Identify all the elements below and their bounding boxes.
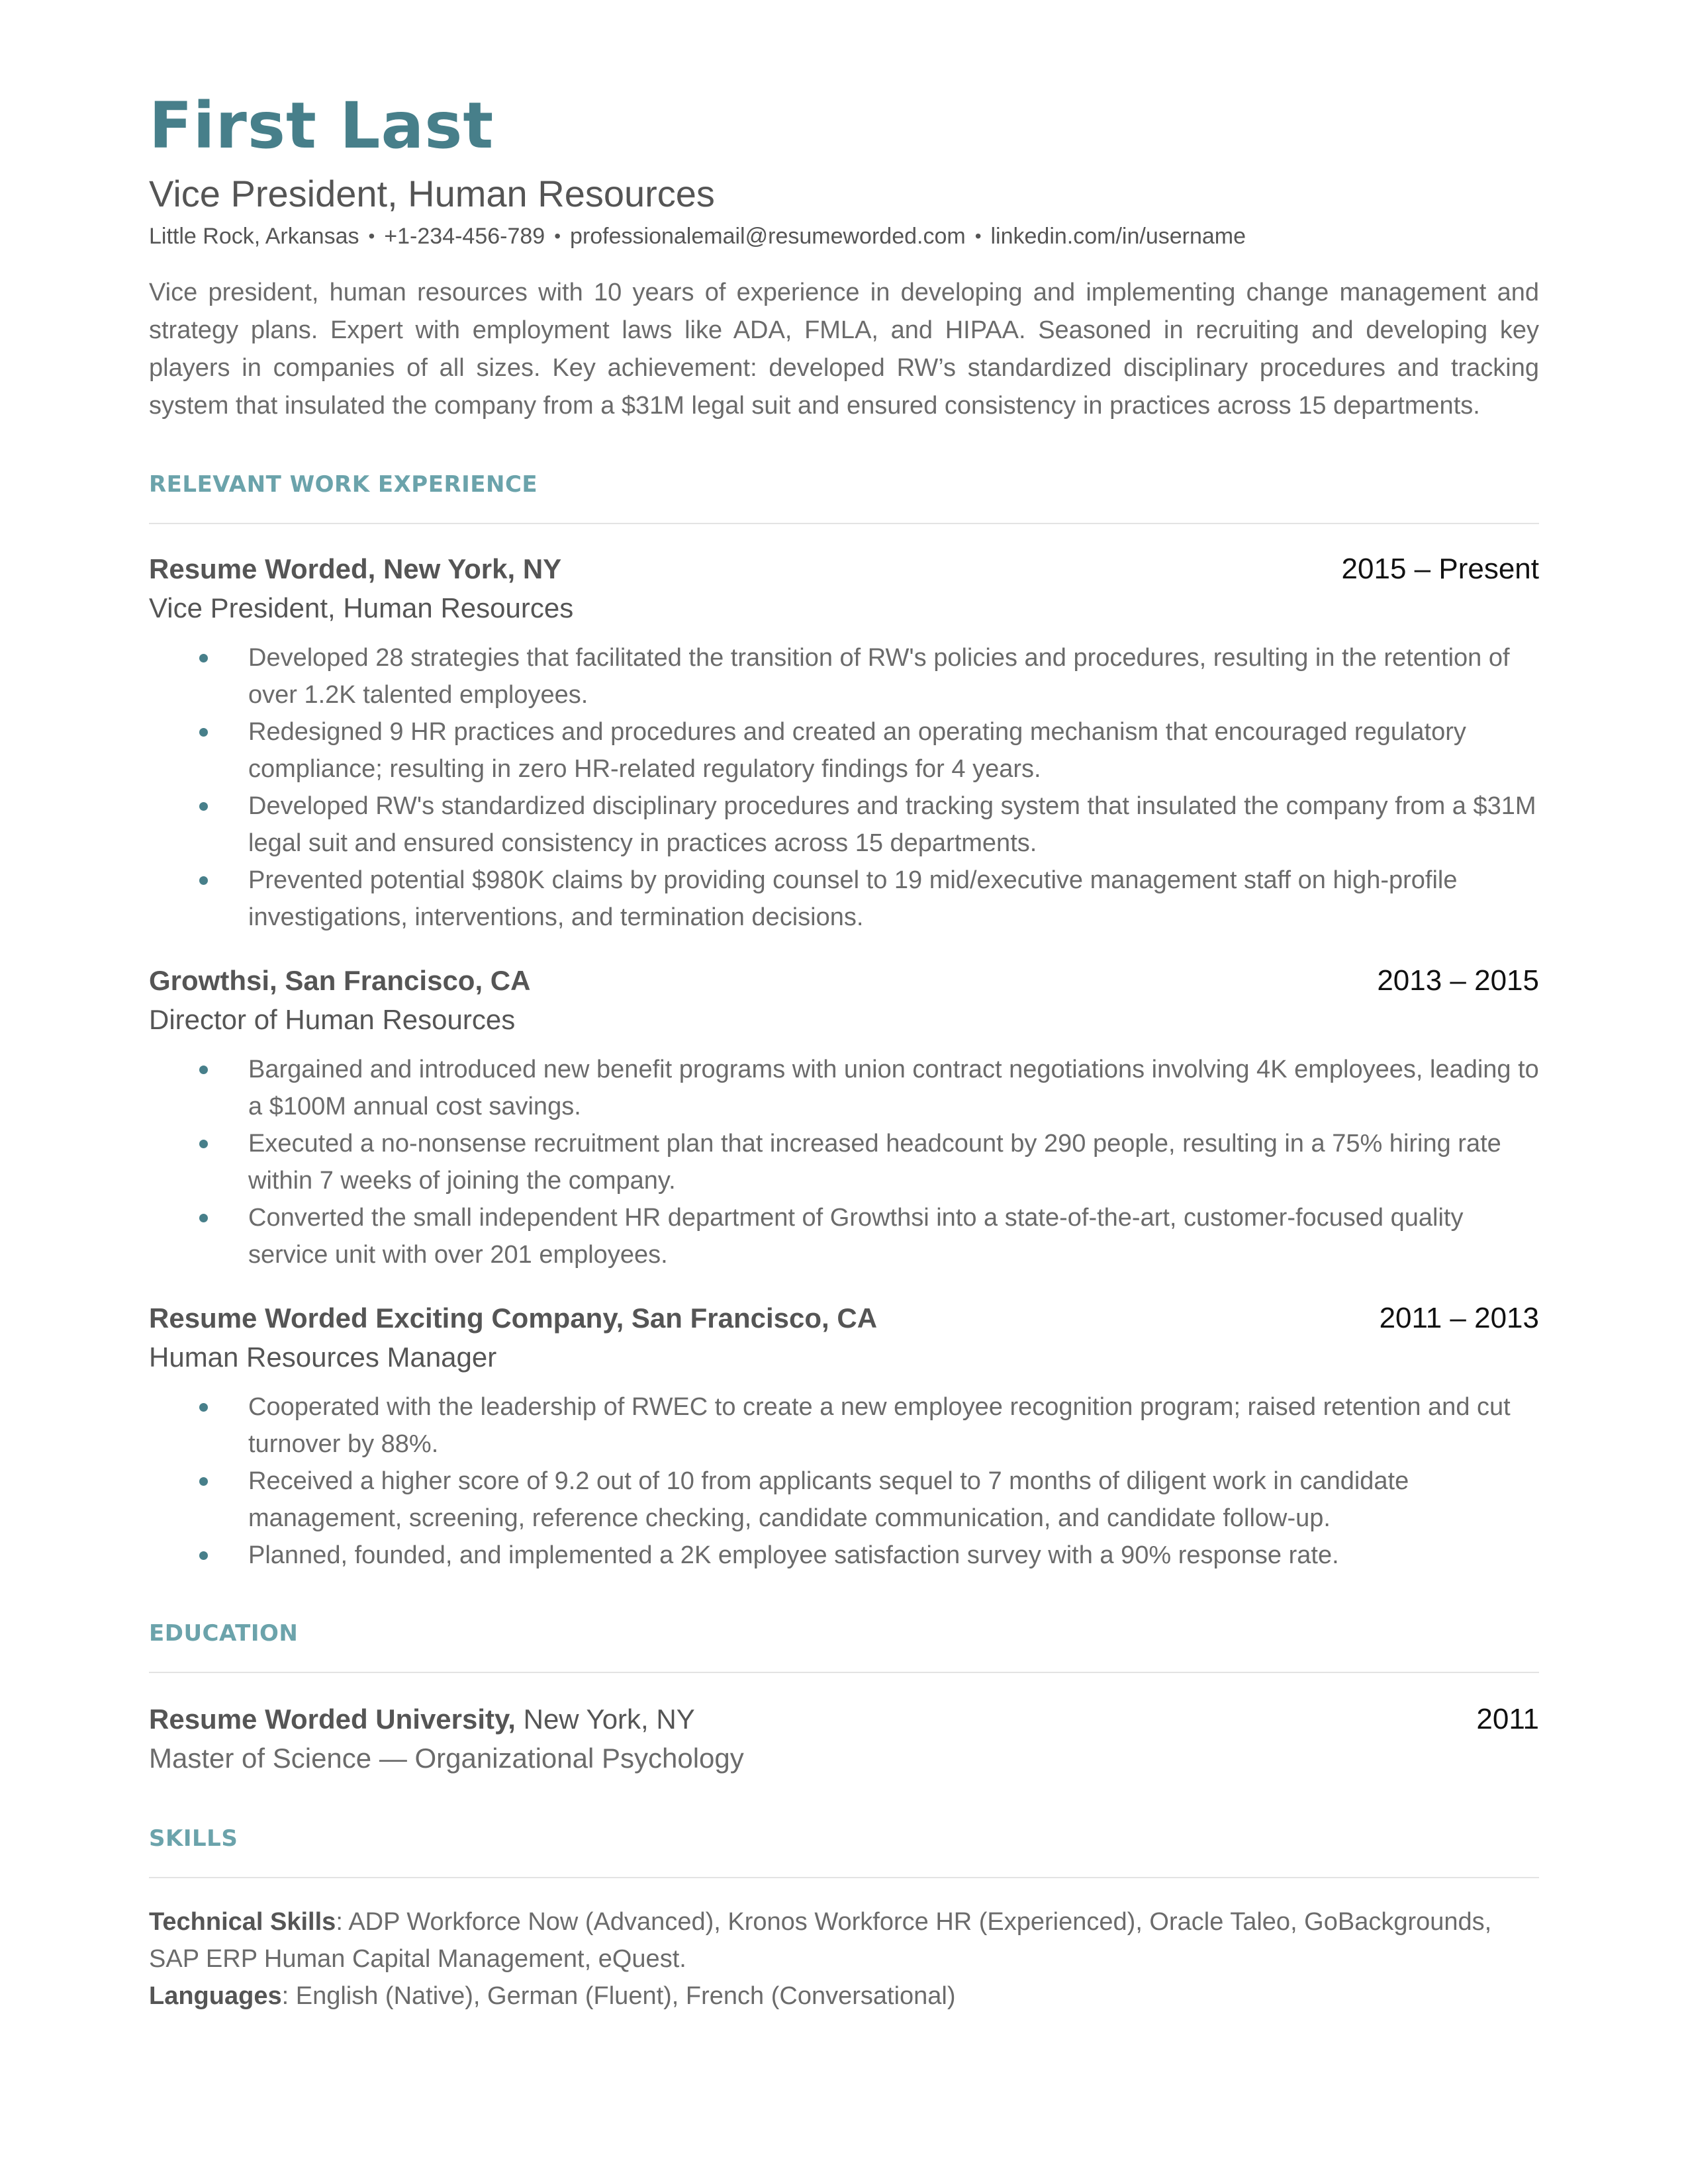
experience-heading: RELEVANT WORK EXPERIENCE: [149, 471, 538, 498]
bullet-text: Converted the small independent HR department of Growthsi into a state-of-the-art, customer-focused quality service unit with over 201 employees.: [248, 1204, 1464, 1269]
job-role: Director of Human Resources: [149, 1004, 516, 1035]
technical-skills-line: [149, 1903, 1539, 1978]
job-role: Vice President, Human Resources: [149, 592, 574, 623]
contact-location: Little Rock, Arkansas: [149, 224, 359, 249]
bullet-dot-icon: [199, 654, 208, 662]
bullet-item: [149, 1125, 1539, 1199]
job-header: [149, 551, 1539, 588]
bullet-item: [149, 1537, 1539, 1574]
job-bullets: [149, 1388, 1539, 1574]
section-divider: [149, 1877, 1539, 1878]
bullet-dot-icon: [199, 802, 208, 811]
bullet-dot-icon: [199, 876, 208, 885]
contact-linkedin[interactable]: linkedin.com/in/username: [990, 224, 1246, 249]
contact-separator: •: [368, 226, 375, 246]
bullet-item: [149, 1388, 1539, 1463]
education-degree: Master of Science — Organizational Psychology: [149, 1743, 744, 1774]
bullet-item: [149, 713, 1539, 788]
skills-block: [149, 1903, 1539, 2015]
contact-email[interactable]: professionalemail@resumeworded.com: [570, 224, 966, 249]
skills-heading: SKILLS: [149, 1825, 238, 1852]
bullet-item: [149, 1463, 1539, 1537]
bullet-text: Prevented potential $980K claims by providing counsel to 19 mid/executive management staff on high-profile investigations, interventions, and termination decisions.: [248, 866, 1458, 931]
bullet-text: Developed RW's standardized disciplinary procedures and tracking system that insulated the company from a $31M legal suit and ensured consistency in practices across 15 departments.: [248, 792, 1536, 857]
languages-value: : English (Native), German (Fluent), French (Conversational): [281, 1982, 956, 2010]
job-role: Human Resources Manager: [149, 1342, 497, 1373]
job-entry: [149, 962, 1539, 1273]
job-header: [149, 1300, 1539, 1337]
bullet-dot-icon: [199, 1066, 208, 1074]
section-divider: [149, 1672, 1539, 1673]
bullet-text: Cooperated with the leadership of RWEC to create a new employee recognition program; raised retention and cut turnover by 88%.: [248, 1393, 1511, 1458]
bullet-item: [149, 1051, 1539, 1125]
education-year: 2011: [1476, 1703, 1539, 1735]
bullet-text: Executed a no-nonsense recruitment plan that increased headcount by 290 people, resulting in a 75% hiring rate within 7 weeks of joining the company.: [248, 1130, 1501, 1195]
bullet-dot-icon: [199, 1403, 208, 1412]
job-dates: 2015 – Present: [1341, 553, 1539, 585]
job-dates: 2011 – 2013: [1379, 1302, 1539, 1334]
technical-skills-label: Technical Skills: [149, 1908, 336, 1936]
bullet-dot-icon: [199, 1214, 208, 1222]
education-heading: EDUCATION: [149, 1620, 299, 1647]
education-school-line: [149, 1701, 695, 1738]
languages-line: [149, 1978, 1539, 2015]
contact-phone: +1-234-456-789: [384, 224, 545, 249]
job-bullets: [149, 1051, 1539, 1273]
education-location: New York, NY: [515, 1704, 695, 1735]
bullet-dot-icon: [199, 1551, 208, 1560]
contact-separator: •: [554, 226, 561, 246]
bullet-dot-icon: [199, 1477, 208, 1486]
bullet-text: Bargained and introduced new benefit programs with union contract negotiations involving 4K employees, leading to a $100M annual cost savings.: [248, 1056, 1539, 1120]
bullet-text: Redesigned 9 HR practices and procedures and created an operating mechanism that encouraged regulatory compliance; resulting in zero HR-related regulatory findings for 4 years.: [248, 718, 1466, 783]
languages-label: Languages: [149, 1982, 282, 2010]
summary-paragraph: Vice president, human resources with 10 years of experience in developing and implementing change management and strategy plans. Expert with employment laws like ADA, FMLA, and HIPAA. Seasoned in recruiting and developing key players in companies of all sizes. Key achievement: developed RW’s standardized disciplinary procedures and tracking system that insulated the company from a $31M legal suit and ensured consistency in practices across 15 departments.: [149, 279, 1539, 420]
job-company: Resume Worded, New York, NY: [149, 553, 562, 584]
contact-separator: •: [974, 226, 982, 246]
education-school: Resume Worded University,: [149, 1704, 516, 1735]
job-company: Growthsi, San Francisco, CA: [149, 965, 531, 996]
technical-skills-value: : ADP Workforce Now (Advanced), Kronos Workforce HR (Experienced), Oracle Taleo, GoBackgrounds, SAP ERP Human Capital Management, eQuest.: [149, 1908, 1492, 1973]
bullet-item: [149, 639, 1539, 713]
job-entry: [149, 551, 1539, 936]
bullet-dot-icon: [199, 1140, 208, 1148]
bullet-text: Developed 28 strategies that facilitated the transition of RW's policies and procedures, resulting in the retention of over 1.2K talented employees.: [248, 644, 1510, 709]
candidate-name: First Last: [149, 89, 494, 163]
education-header: [149, 1701, 1539, 1738]
job-dates: 2013 – 2015: [1377, 964, 1539, 997]
bullet-dot-icon: [199, 728, 208, 737]
job-bullets: [149, 639, 1539, 936]
bullet-item: [149, 862, 1539, 936]
job-company: Resume Worded Exciting Company, San Francisco, CA: [149, 1302, 878, 1334]
bullet-item: [149, 788, 1539, 862]
contact-line: [149, 221, 1539, 251]
job-entry: [149, 1300, 1539, 1574]
job-header: [149, 962, 1539, 999]
bullet-text: Planned, founded, and implemented a 2K employee satisfaction survey with a 90% response rate.: [248, 1541, 1339, 1569]
bullet-text: Received a higher score of 9.2 out of 10 from applicants sequel to 7 months of diligent work in candidate management, screening, reference checking, candidate communication, and candidate follow-up.: [248, 1467, 1409, 1532]
section-divider: [149, 523, 1539, 524]
candidate-title: Vice President, Human Resources: [149, 173, 715, 214]
bullet-item: [149, 1199, 1539, 1273]
resume-page: [149, 86, 1539, 2015]
